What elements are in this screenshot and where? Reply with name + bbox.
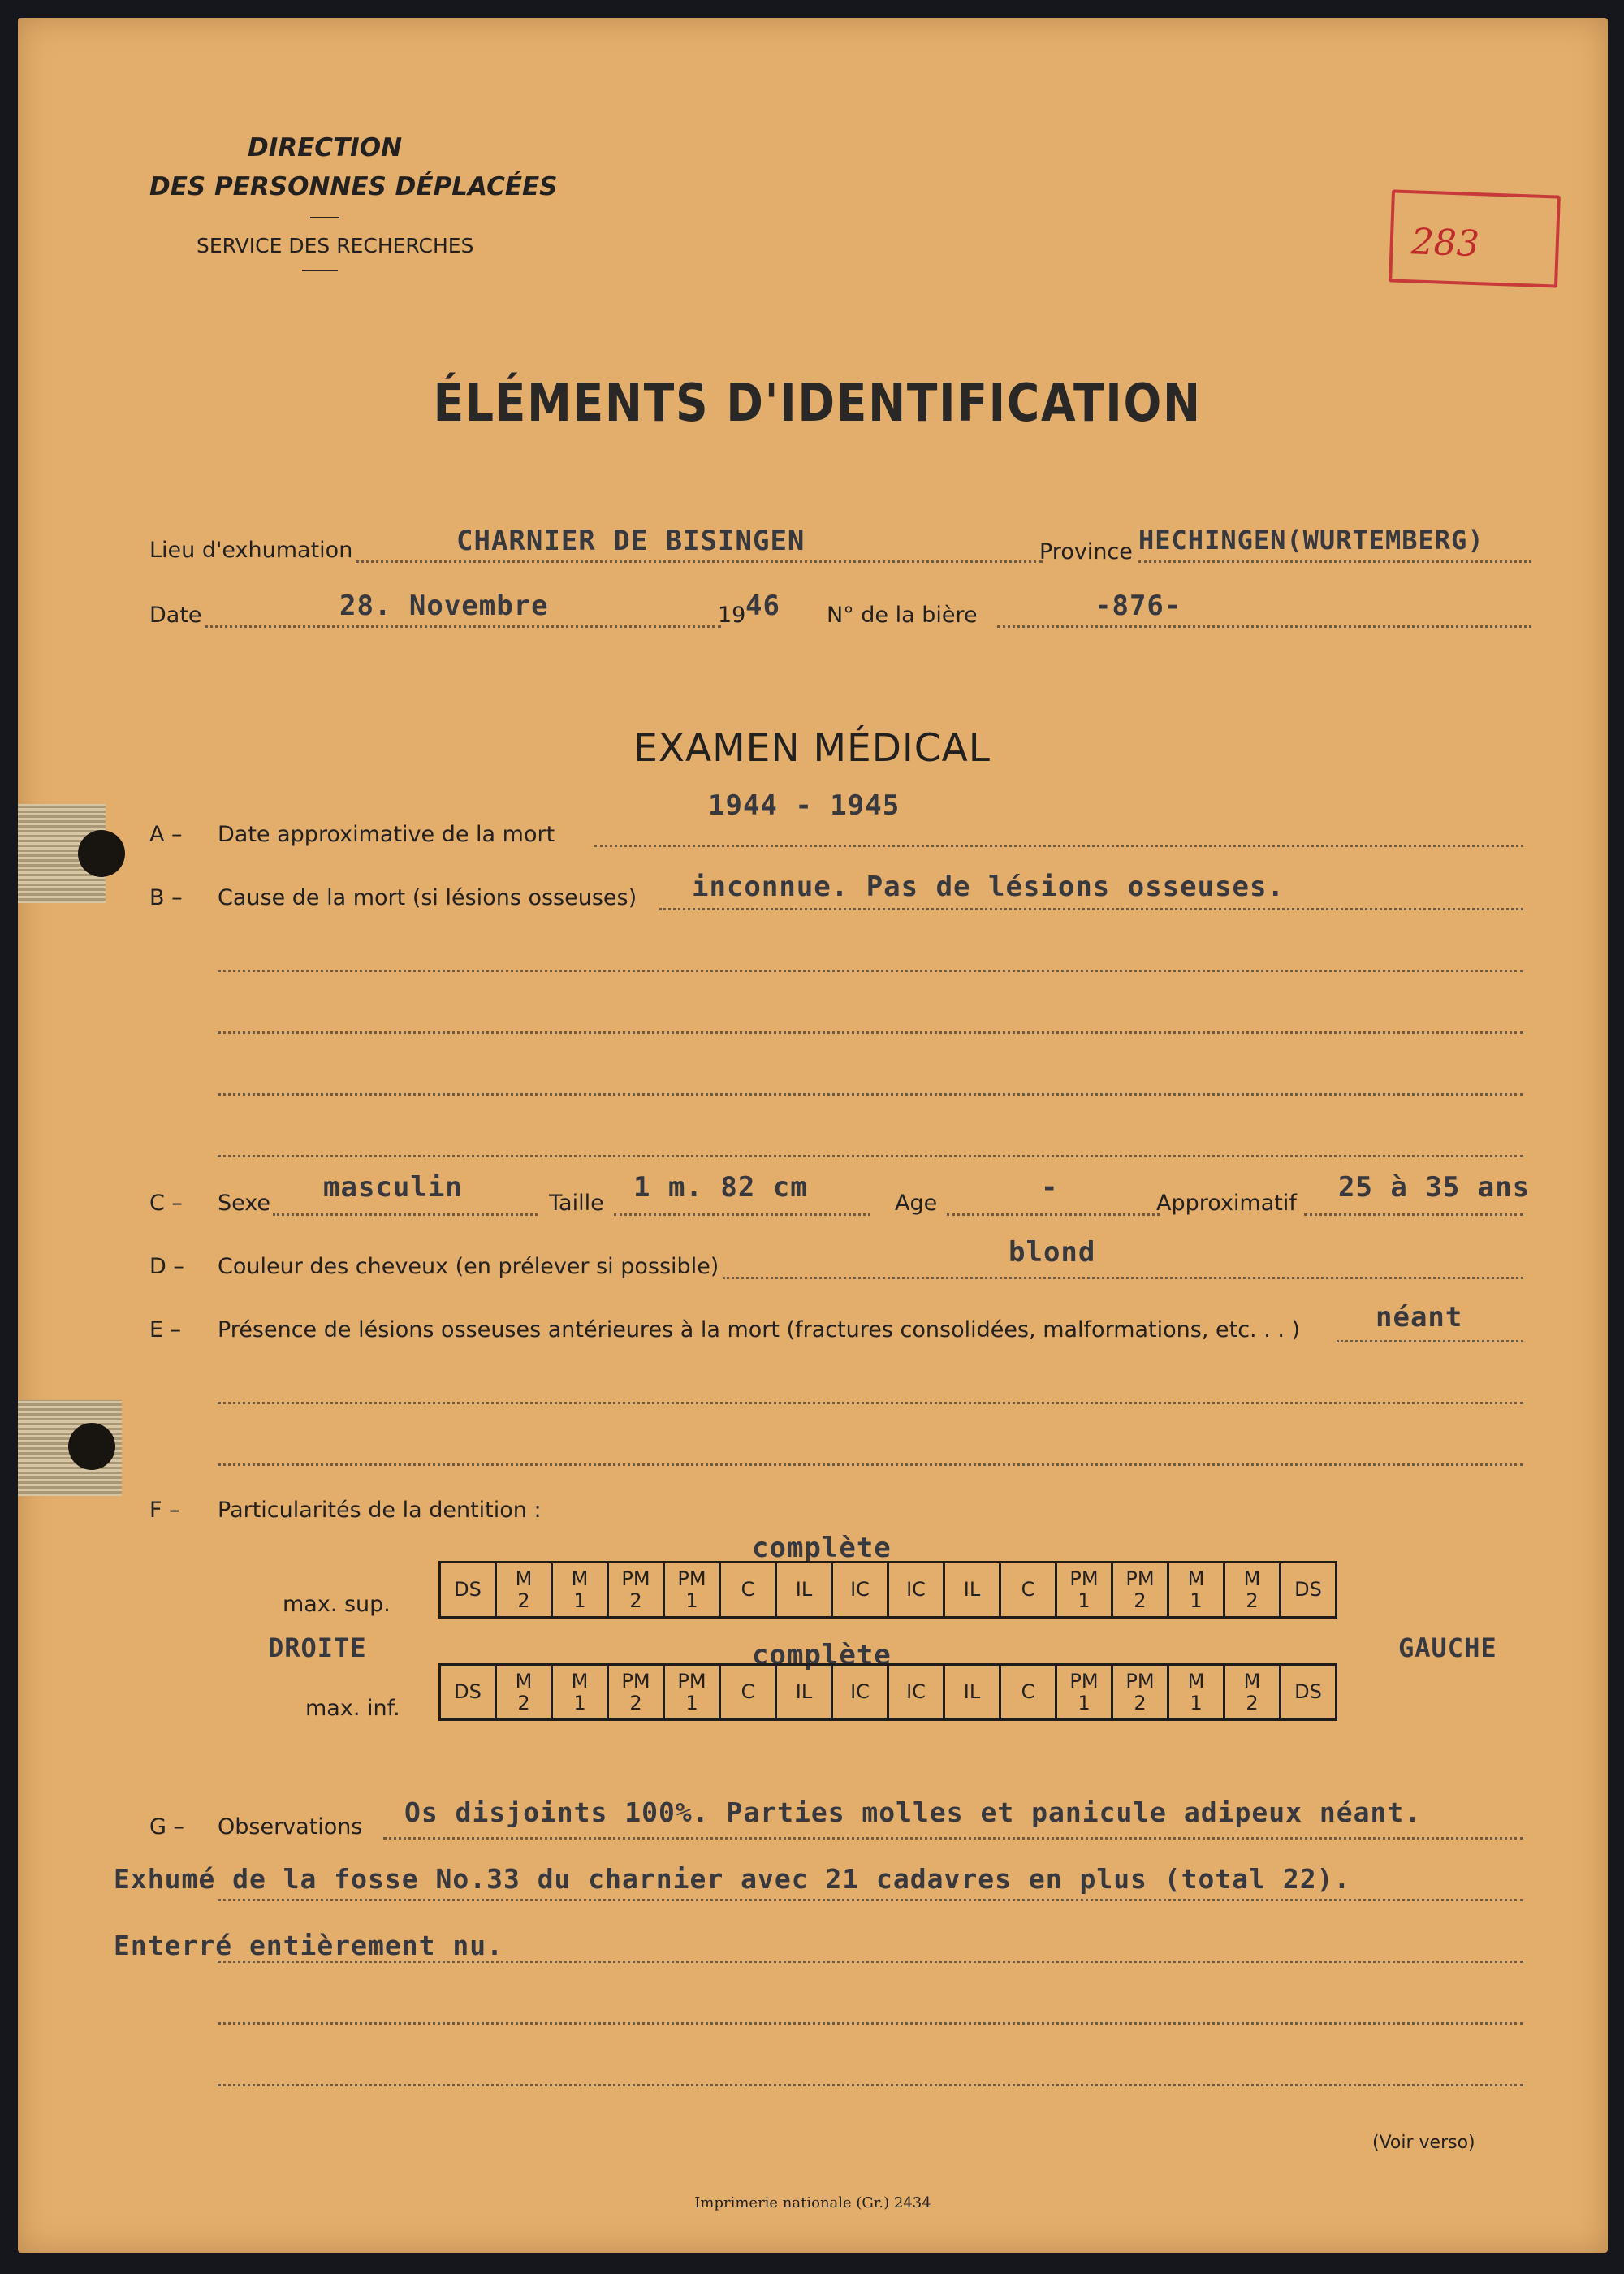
tooth-code: M [515,1669,533,1693]
tooth-number: 2 [1134,1691,1147,1714]
lower-tooth-cell [552,1665,608,1720]
E-dots [1337,1340,1523,1342]
punch-hole-top [78,830,125,877]
header-direction: DIRECTION [247,133,403,162]
F-label: Particularités de la dentition : [218,1498,542,1523]
tooth-code: IC [906,1680,926,1703]
E-blank-line-2 [218,1463,1523,1466]
tooth-code: IL [963,1680,981,1703]
sexe-dots [273,1213,538,1216]
gauche-label: GAUCHE [1398,1632,1497,1663]
header-rule-2 [302,270,338,271]
upper-tooth-cell [1224,1563,1281,1618]
tooth-code: PM [1069,1669,1099,1693]
province-value: HECHINGEN(WURTEMBERG) [1138,525,1484,556]
E-letter: E – [149,1317,182,1342]
tooth-number: 2 [629,1691,642,1714]
lower-tooth-cell [944,1665,1000,1720]
year-value: 46 [745,590,780,622]
B-blank-line-3 [218,1093,1523,1096]
lower-tooth-cell [720,1665,776,1720]
lower-tooth-cell [496,1665,552,1720]
lower-tooth-cell [1056,1665,1112,1720]
biere-label: N° de la bière [827,603,978,628]
header-service: SERVICE DES RECHERCHES [197,234,474,257]
F-letter: F – [149,1498,180,1523]
tooth-code: M [515,1567,533,1590]
province-label: Province [1039,539,1133,564]
header-department: DES PERSONNES DÉPLACÉES [149,172,558,201]
upper-tooth-cell [496,1563,552,1618]
B-blank-line-2 [218,1031,1523,1034]
G-letter: G – [149,1814,185,1840]
G-dots-2 [218,1899,1523,1901]
upper-tooth-cell [888,1563,944,1618]
tooth-number: 2 [1246,1691,1259,1714]
tooth-number: 1 [1078,1691,1091,1714]
lower-tooth-cell [776,1665,832,1720]
upper-tooth-cell [552,1563,608,1618]
A-dots [594,845,1523,847]
tooth-code: DS [454,1680,482,1703]
tooth-code: IL [963,1578,981,1601]
tooth-code: IL [795,1680,813,1703]
tooth-code: M [1243,1567,1261,1590]
G-line-2: Exhumé de la fosse No.33 du charnier avec 21 cadavres en plus (total 22). [114,1863,1351,1895]
taille-dots [614,1213,870,1216]
lower-tooth-cell [664,1665,720,1720]
tooth-number: 2 [629,1589,642,1612]
province-dots [1138,560,1531,563]
upper-tooth-cell [776,1563,832,1618]
lower-tooth-cell [888,1665,944,1720]
tooth-code: PM [1069,1567,1099,1590]
date-value: 28. Novembre [339,590,549,622]
exam-title: EXAMEN MÉDICAL [633,726,991,771]
D-letter: D – [149,1254,184,1279]
tooth-code: DS [454,1578,482,1601]
G-dots-1 [383,1837,1523,1840]
D-label: Couleur des cheveux (en prélever si possible) [218,1254,719,1279]
upper-tooth-cell [832,1563,888,1618]
A-label: Date approximative de la mort [218,822,555,847]
tooth-code: DS [1294,1578,1322,1601]
B-label: Cause de la mort (si lésions osseuses) [218,885,637,910]
upper-tooth-cell [664,1563,720,1618]
droite-label: DROITE [268,1632,367,1663]
tooth-number: 2 [517,1691,530,1714]
biere-dots [997,625,1531,628]
tooth-code: PM [677,1669,706,1693]
upper-tooth-cell [720,1563,776,1618]
tooth-number: 1 [573,1589,586,1612]
tooth-number: 1 [573,1691,586,1714]
G-line-1: Os disjoints 100%. Parties molles et panicule adipeux néant. [404,1796,1422,1828]
taille-value: 1 m. 82 cm [633,1171,808,1204]
tooth-code: PM [677,1567,706,1590]
date-label: Date [149,603,202,628]
tooth-code: IC [850,1680,870,1703]
G-blank-line-2 [218,2084,1523,2086]
tooth-code: M [571,1567,589,1590]
lower-tooth-cell [832,1665,888,1720]
upper-tooth-cell [1281,1563,1337,1618]
lower-tooth-cell [1112,1665,1168,1720]
lower-tooth-cell [440,1665,496,1720]
E-label: Présence de lésions osseuses antérieures à la mort (fractures consolidées, malformations, etc. . . ) [218,1317,1301,1342]
tooth-code: M [1187,1567,1205,1590]
inf-note: complète [752,1639,892,1671]
tooth-code: C [1021,1680,1035,1703]
B-dots [659,908,1523,910]
E-blank-line-1 [218,1402,1523,1404]
lower-tooth-cell [608,1665,664,1720]
lieu-dots [356,560,1043,563]
taille-label: Taille [549,1191,604,1216]
tooth-number: 1 [685,1589,698,1612]
G-blank-line-1 [218,2022,1523,2025]
lower-tooth-cell [1281,1665,1337,1720]
tooth-code: PM [1125,1567,1155,1590]
tooth-number: 1 [1190,1589,1203,1612]
tooth-code: PM [621,1669,650,1693]
voir-verso: (Voir verso) [1372,2133,1475,2153]
date-dots [205,625,721,628]
tooth-code: IL [795,1578,813,1601]
G-label: Observations [218,1814,363,1840]
biere-value: -876- [1095,590,1182,622]
upper-tooth-cell [1112,1563,1168,1618]
tooth-number: 2 [517,1589,530,1612]
tooth-code: C [741,1578,755,1601]
age-dots [947,1213,1160,1216]
tooth-code: PM [621,1567,650,1590]
tooth-number: 1 [1190,1691,1203,1714]
tooth-code: PM [1125,1669,1155,1693]
upper-tooth-cell [1168,1563,1224,1618]
tooth-number: 2 [1246,1589,1259,1612]
upper-tooth-cell [440,1563,496,1618]
tooth-number: 1 [685,1691,698,1714]
B-value: inconnue. Pas de lésions osseuses. [692,871,1285,903]
lower-teeth-chart [438,1663,1337,1721]
approx-dots [1304,1213,1523,1216]
approx-value: 25 à 35 ans [1338,1171,1531,1204]
printer-footer: Imprimerie nationale (Gr.) 2434 [694,2194,931,2211]
punch-hole-bottom [68,1423,115,1470]
tooth-code: C [1021,1578,1035,1601]
lower-tooth-cell [1224,1665,1281,1720]
year-prefix: 19 [718,603,746,628]
lower-tooth-cell [1000,1665,1056,1720]
tooth-code: C [741,1680,755,1703]
upper-tooth-cell [1056,1563,1112,1618]
B-blank-line-1 [218,970,1523,972]
stamp-number: 283 [1410,221,1480,266]
G-line-3: Enterré entièrement nu. [114,1930,503,1961]
tooth-code: M [571,1669,589,1693]
D-value: blond [1009,1236,1096,1269]
upper-tooth-cell [1000,1563,1056,1618]
upper-tooth-cell [944,1563,1000,1618]
file-number-stamp [1389,189,1561,287]
upper-teeth-chart [438,1561,1337,1619]
B-blank-line-4 [218,1155,1523,1157]
C-letter: C – [149,1191,183,1216]
tooth-code: IC [906,1578,926,1601]
sexe-value: masculin [323,1171,463,1204]
age-label: Age [895,1191,938,1216]
tooth-code: DS [1294,1680,1322,1703]
max-sup-label: max. sup. [283,1592,391,1617]
age-value: - [1041,1171,1059,1204]
tooth-code: IC [850,1578,870,1601]
max-inf-label: max. inf. [305,1696,400,1721]
tooth-number: 1 [1078,1589,1091,1612]
sexe-label: Sexe [218,1191,271,1216]
lower-tooth-cell [1168,1665,1224,1720]
B-letter: B – [149,885,183,910]
A-value: 1944 - 1945 [708,789,901,822]
A-letter: A – [149,822,183,847]
upper-tooth-cell [608,1563,664,1618]
tooth-code: M [1187,1669,1205,1693]
D-dots [723,1277,1523,1279]
tooth-code: M [1243,1669,1261,1693]
document-page [18,18,1608,2253]
header-rule-1 [310,217,339,218]
tooth-number: 2 [1134,1589,1147,1612]
document-title: ÉLÉMENTS D'IDENTIFICATION [433,374,1202,434]
E-value: néant [1376,1301,1463,1334]
sup-note: complète [752,1532,892,1564]
approx-label: Approximatif [1156,1191,1297,1216]
lieu-label: Lieu d'exhumation [149,538,353,563]
lieu-value: CHARNIER DE BISINGEN [456,525,806,557]
